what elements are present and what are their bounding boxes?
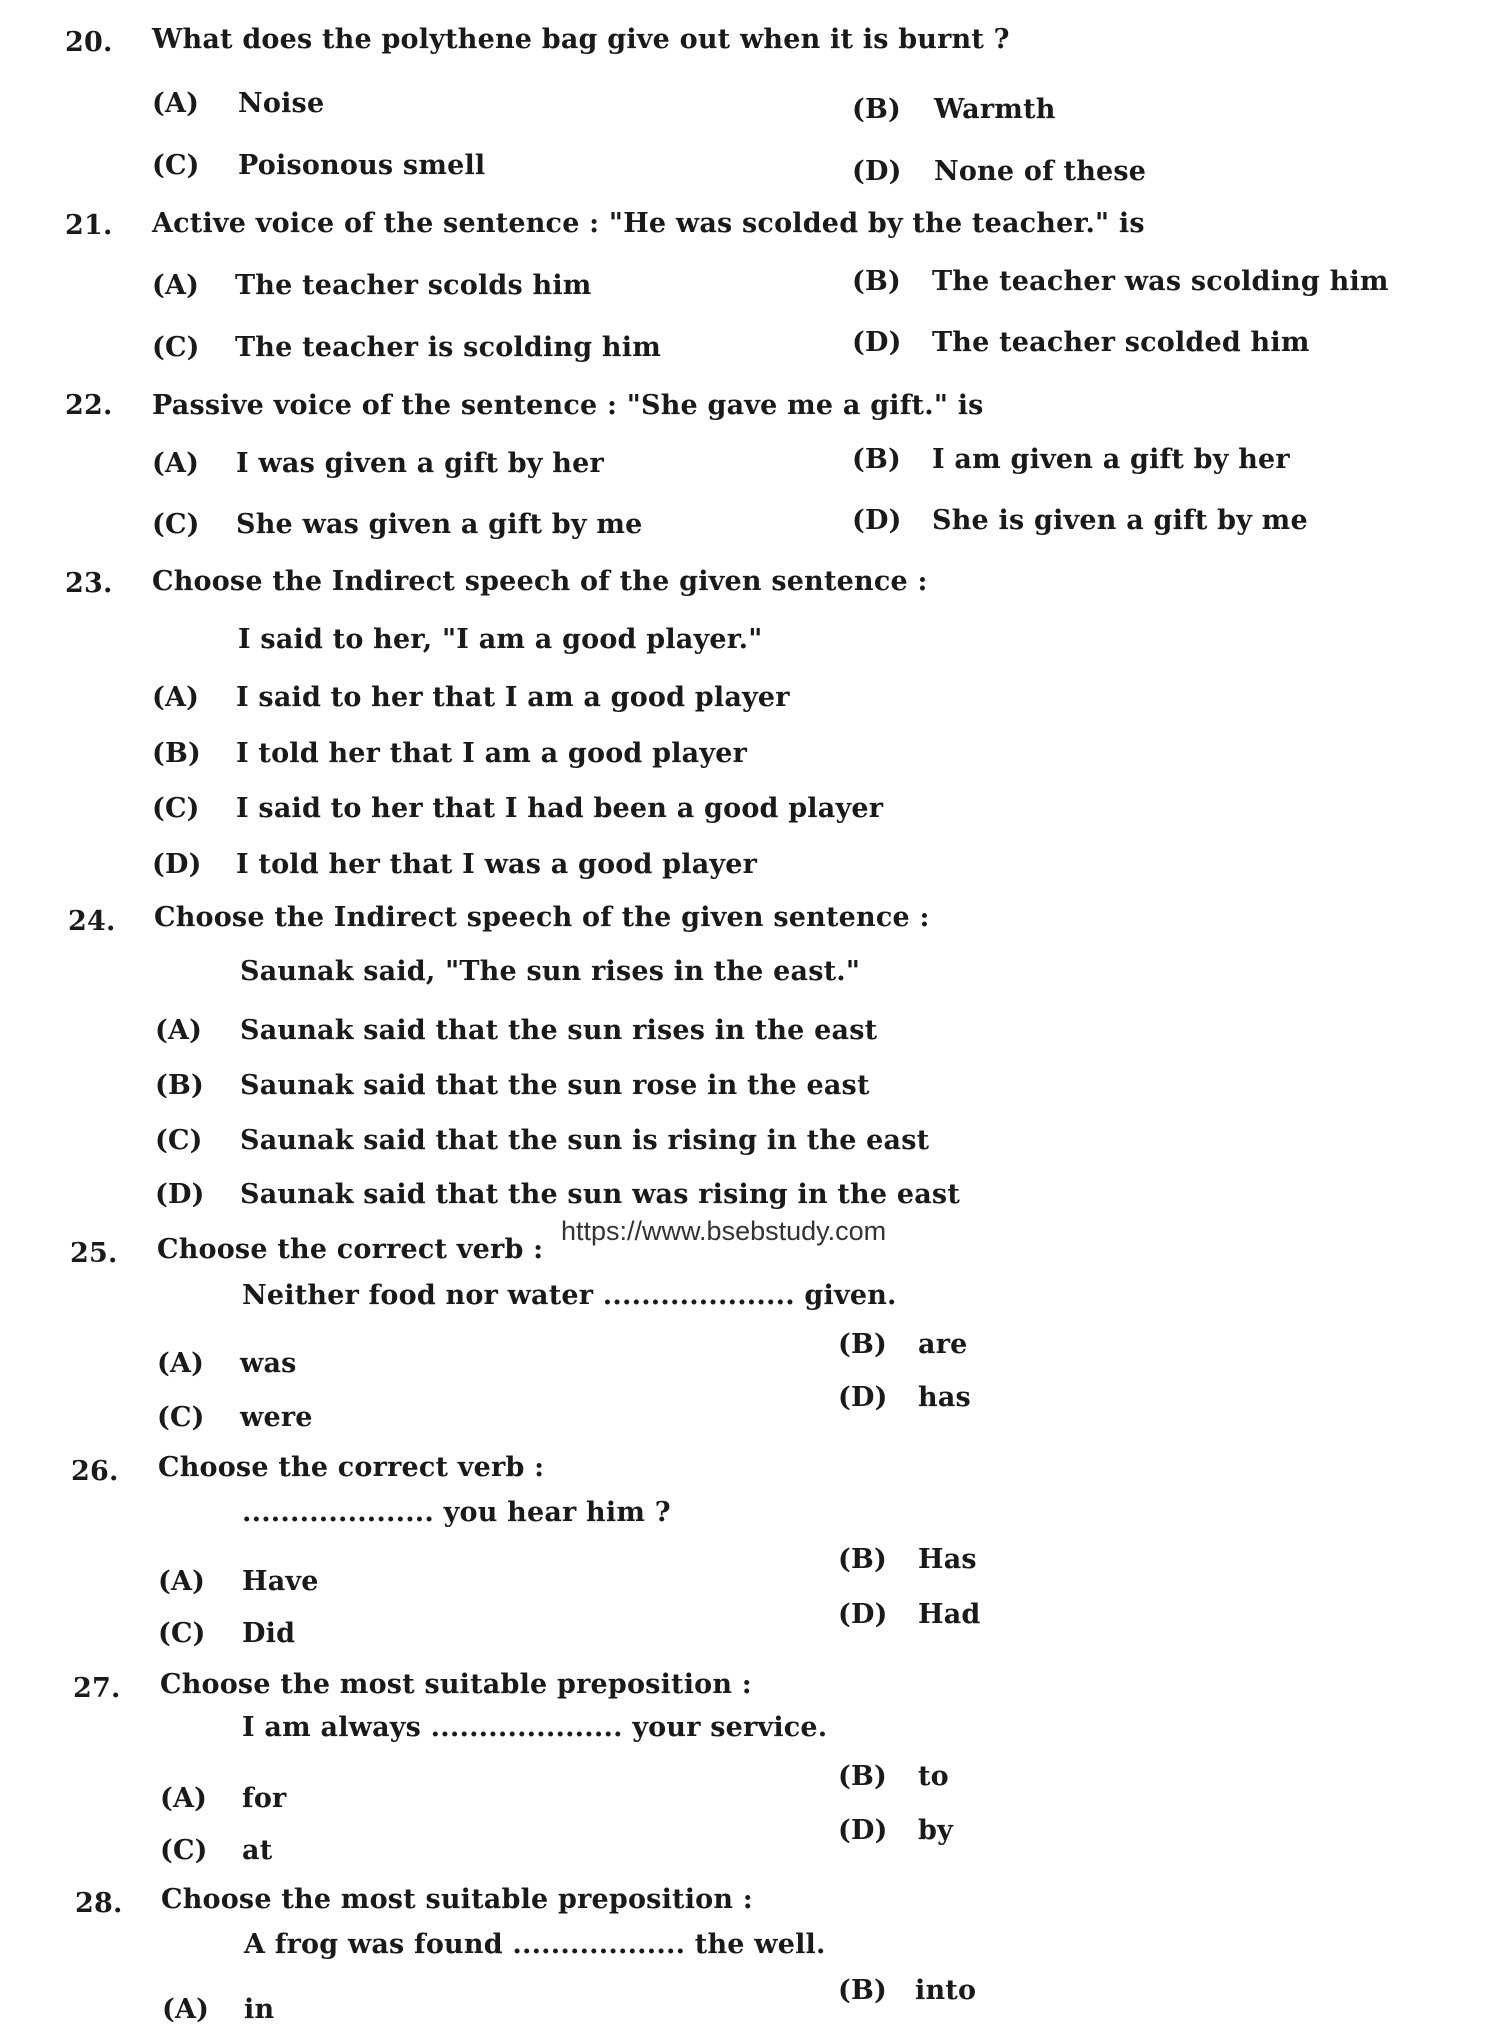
- question-sentence: Saunak said, "The sun rises in the east.": [240, 956, 861, 987]
- option-text[interactable]: Saunak said that the sun rises in the east: [240, 1015, 878, 1046]
- option-label[interactable]: (D): [852, 327, 902, 358]
- watermark-url: https://www.bsebstudy.com: [561, 1216, 887, 1246]
- question-text: Choose the most suitable preposition :: [160, 1669, 752, 1700]
- question-sentence: Neither food nor water .................... given.: [242, 1280, 897, 1311]
- question-sentence: I am always .................... your service.: [242, 1712, 828, 1743]
- option-label[interactable]: (B): [852, 94, 901, 125]
- option-text[interactable]: has: [918, 1382, 971, 1413]
- question-text: Choose the correct verb :: [157, 1234, 544, 1265]
- option-text[interactable]: The teacher scolds him: [235, 270, 592, 301]
- option-label[interactable]: (D): [155, 1179, 205, 1210]
- option-label[interactable]: (A): [155, 1015, 203, 1046]
- question-text: Choose the Indirect speech of the given sentence :: [154, 902, 930, 933]
- option-label[interactable]: (A): [152, 270, 200, 301]
- question-sentence: I said to her, "I am a good player.": [238, 624, 763, 655]
- option-label[interactable]: (C): [152, 509, 200, 540]
- question-number: 25.: [70, 1238, 118, 1269]
- option-text[interactable]: Did: [242, 1618, 296, 1649]
- option-text[interactable]: Noise: [238, 88, 325, 119]
- option-label[interactable]: (B): [852, 266, 901, 297]
- option-label[interactable]: (D): [852, 156, 902, 187]
- option-text[interactable]: to: [918, 1761, 949, 1792]
- option-text[interactable]: I told her that I was a good player: [236, 849, 758, 880]
- question-text: What does the polythene bag give out when it is burnt ?: [152, 24, 1010, 55]
- option-label[interactable]: (A): [152, 682, 200, 713]
- option-label[interactable]: (C): [155, 1125, 203, 1156]
- option-text[interactable]: Has: [918, 1544, 977, 1575]
- option-label[interactable]: (B): [838, 1544, 887, 1575]
- option-text[interactable]: I am given a gift by her: [932, 444, 1290, 475]
- option-label[interactable]: (A): [158, 1566, 206, 1597]
- option-text[interactable]: at: [242, 1835, 273, 1866]
- option-label[interactable]: (D): [838, 1599, 888, 1630]
- option-text[interactable]: for: [242, 1783, 287, 1814]
- option-text[interactable]: The teacher is scolding him: [235, 332, 661, 363]
- option-label[interactable]: (B): [852, 444, 901, 475]
- option-text[interactable]: Saunak said that the sun is rising in the east: [240, 1125, 930, 1156]
- option-label[interactable]: (C): [152, 332, 200, 363]
- question-number: 22.: [65, 390, 113, 421]
- option-text[interactable]: were: [240, 1402, 313, 1433]
- option-label[interactable]: (B): [838, 1975, 887, 2006]
- question-text: Choose the Indirect speech of the given sentence :: [152, 566, 928, 597]
- option-label[interactable]: (B): [838, 1329, 887, 1360]
- option-label[interactable]: (B): [838, 1761, 887, 1792]
- option-text[interactable]: The teacher was scolding him: [932, 266, 1389, 297]
- option-label[interactable]: (D): [852, 505, 902, 536]
- question-number: 27.: [73, 1673, 121, 1704]
- option-text[interactable]: Have: [242, 1566, 319, 1597]
- option-text[interactable]: I was given a gift by her: [236, 448, 604, 479]
- option-label[interactable]: (C): [160, 1835, 208, 1866]
- option-text[interactable]: I said to her that I had been a good player: [236, 793, 884, 824]
- question-sentence: A frog was found .................. the well.: [244, 1929, 826, 1960]
- question-text: Active voice of the sentence : "He was scolded by the teacher." is: [152, 208, 1145, 239]
- option-label[interactable]: (A): [152, 448, 200, 479]
- option-label[interactable]: (A): [152, 88, 200, 119]
- question-number: 21.: [65, 210, 113, 241]
- option-text[interactable]: are: [918, 1329, 968, 1360]
- option-label[interactable]: (C): [158, 1618, 206, 1649]
- option-label[interactable]: (D): [152, 849, 202, 880]
- option-label[interactable]: (A): [157, 1348, 205, 1379]
- option-label[interactable]: (A): [160, 1783, 208, 1814]
- option-text[interactable]: Saunak said that the sun was rising in the east: [240, 1179, 960, 1210]
- option-text[interactable]: was: [240, 1348, 297, 1379]
- option-text[interactable]: into: [915, 1975, 977, 2006]
- option-text[interactable]: I told her that I am a good player: [236, 738, 748, 769]
- option-label[interactable]: (B): [152, 738, 201, 769]
- option-label[interactable]: (C): [152, 793, 200, 824]
- option-text[interactable]: None of these: [934, 156, 1147, 187]
- option-label[interactable]: (A): [162, 1994, 210, 2025]
- option-text[interactable]: by: [918, 1815, 953, 1846]
- option-label[interactable]: (C): [157, 1402, 205, 1433]
- option-label[interactable]: (C): [152, 150, 200, 181]
- question-number: 26.: [71, 1456, 119, 1487]
- option-text[interactable]: in: [244, 1994, 275, 2025]
- question-number: 28.: [75, 1888, 123, 1919]
- option-label[interactable]: (D): [838, 1815, 888, 1846]
- option-text[interactable]: Poisonous smell: [238, 150, 486, 181]
- question-text: Choose the correct verb :: [158, 1452, 545, 1483]
- option-text[interactable]: She is given a gift by me: [932, 505, 1308, 536]
- question-number: 24.: [68, 906, 116, 937]
- question-text: Passive voice of the sentence : "She gave me a gift." is: [152, 390, 984, 421]
- option-text[interactable]: Warmth: [934, 94, 1056, 125]
- option-label[interactable]: (B): [155, 1070, 204, 1101]
- question-number: 23.: [65, 568, 113, 599]
- option-label[interactable]: (D): [838, 1382, 888, 1413]
- option-text[interactable]: She was given a gift by me: [236, 509, 643, 540]
- option-text[interactable]: I said to her that I am a good player: [236, 682, 790, 713]
- question-text: Choose the most suitable preposition :: [161, 1884, 753, 1915]
- question-sentence: .................... you hear him ?: [242, 1497, 671, 1528]
- question-number: 20.: [65, 27, 113, 58]
- option-text[interactable]: Saunak said that the sun rose in the east: [240, 1070, 870, 1101]
- option-text[interactable]: Had: [918, 1599, 981, 1630]
- option-text[interactable]: The teacher scolded him: [932, 327, 1310, 358]
